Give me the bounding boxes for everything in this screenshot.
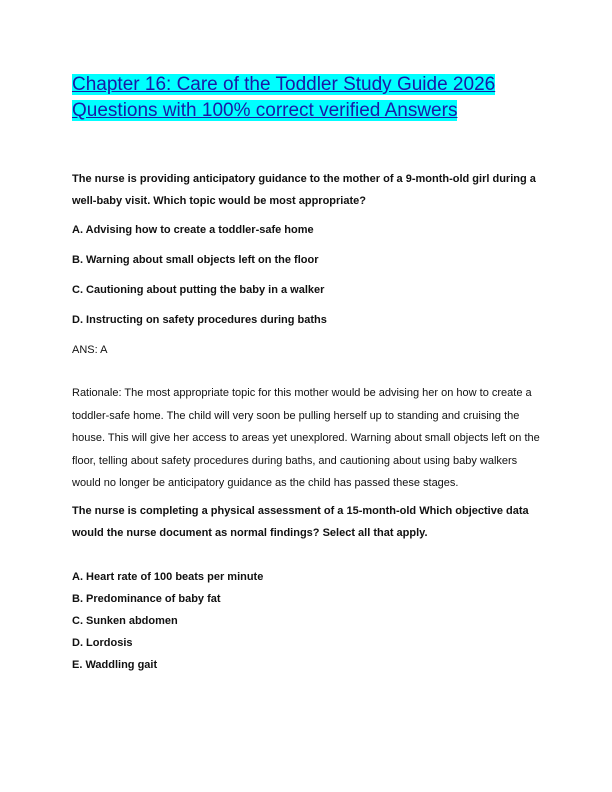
question-2-option-c: C. Sunken abdomen bbox=[72, 615, 178, 627]
question-1-option-d: D. Instructing on safety procedures during baths bbox=[72, 314, 327, 326]
question-2-option-a: A. Heart rate of 100 beats per minute bbox=[72, 571, 264, 583]
question-2-stem: The nurse is completing a physical assessment of a 15-month-old Which objective data would the nurse document as normal findings? Select all that apply. bbox=[72, 505, 529, 539]
question-2-option-d: D. Lordosis bbox=[72, 637, 133, 649]
question-2-option-b: B. Predominance of baby fat bbox=[72, 593, 221, 605]
question-1-option-c: C. Cautioning about putting the baby in a walker bbox=[72, 284, 325, 296]
question-1-option-a: A. Advising how to create a toddler-safe home bbox=[72, 224, 314, 236]
question-1-answer: ANS: A bbox=[72, 344, 108, 356]
question-1-rationale: Rationale: The most appropriate topic for this mother would be advising her on how to create a toddler-safe home. The child will very soon be pulling herself up to standing and cruising the house. This will give her access to areas yet unexplored. Warning about small objects left on the floor, telling about safety procedures during baths, and cautioning about using baby walkers would no longer be anticipatory guidance as the child has passed these stages. bbox=[72, 387, 540, 489]
document-title-text: Chapter 16: Care of the Toddler Study Guide 2026 Questions with 100% correct verified Answers bbox=[72, 74, 496, 121]
question-1-option-b: B. Warning about small objects left on the floor bbox=[72, 254, 319, 266]
document-title bbox=[72, 72, 540, 124]
question-2-option-e: E. Waddling gait bbox=[72, 659, 158, 671]
question-1-stem: The nurse is providing anticipatory guidance to the mother of a 9-month-old girl during a well-baby visit. Which topic would be most appropriate? bbox=[72, 173, 536, 207]
